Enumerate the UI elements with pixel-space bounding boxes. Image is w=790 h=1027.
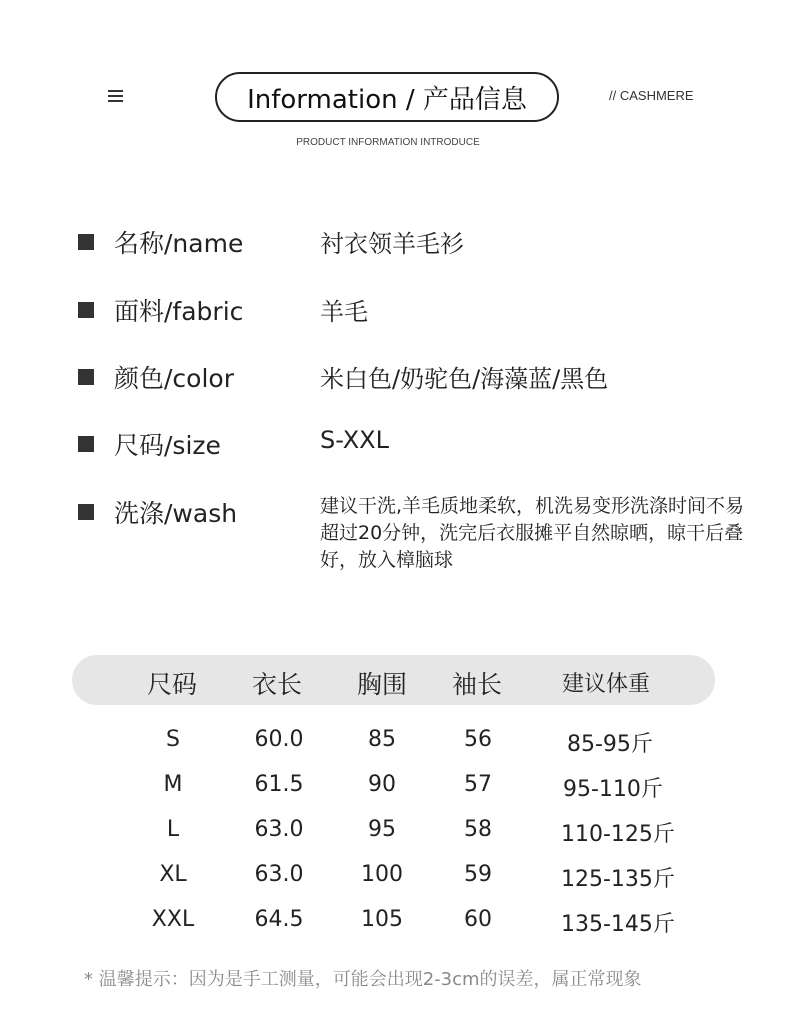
table-cell: M xyxy=(163,772,183,797)
table-cell: 100 xyxy=(361,862,403,887)
info-value: 米白色/奶驼色/海藻蓝/黑色 xyxy=(320,365,609,393)
table-cell: 90 xyxy=(368,772,396,797)
table-header-cell: 胸围 xyxy=(357,670,408,699)
square-bullet-icon xyxy=(78,436,94,452)
info-label: 尺码/size xyxy=(114,431,221,460)
info-value: S-XXL xyxy=(320,426,389,454)
table-cell: L xyxy=(166,817,180,842)
table-cell: 57 xyxy=(464,772,492,797)
table-cell: 85-95斤 xyxy=(567,732,653,757)
table-cell: 135-145斤 xyxy=(561,912,675,937)
info-value: 建议干洗,羊毛质地柔软，机洗易变形洗涤时间不易超过20分钟，洗完后衣服摊平自然晾晒，晾干后叠好，放入樟脑球 xyxy=(320,495,745,571)
table-cell: 56 xyxy=(464,727,492,752)
table-cell: S xyxy=(166,727,180,752)
info-value: 羊毛 xyxy=(320,298,368,326)
table-cell: 59 xyxy=(464,862,492,887)
hamburger-menu-icon xyxy=(108,90,123,103)
table-cell: 60.0 xyxy=(254,727,304,752)
measurement-tip: * 温馨提示：因为是手工测量，可能会出现2-3cm的误差，属正常现象 xyxy=(84,969,642,990)
info-label: 面料/fabric xyxy=(114,297,244,326)
page-subtitle: PRODUCT INFORMATION INTRODUCE xyxy=(296,137,480,148)
table-cell: 95 xyxy=(368,817,396,842)
table-cell: 63.0 xyxy=(254,862,304,887)
table-cell: XL xyxy=(159,862,187,887)
table-cell: 125-135斤 xyxy=(561,867,675,892)
info-label: 颜色/color xyxy=(114,364,234,393)
table-cell: 95-110斤 xyxy=(563,777,663,802)
brand-tag: // CASHMERE xyxy=(609,88,694,103)
table-header-cell: 袖长 xyxy=(452,670,503,699)
table-cell: 61.5 xyxy=(254,772,304,797)
table-header-cell: 衣长 xyxy=(252,670,303,699)
table-cell: 58 xyxy=(464,817,492,842)
table-cell: 60 xyxy=(464,907,492,932)
table-cell: 110-125斤 xyxy=(561,822,675,847)
table-header-cell: 建议体重 xyxy=(562,672,651,697)
square-bullet-icon xyxy=(78,504,94,520)
square-bullet-icon xyxy=(78,234,94,250)
page-title: Information / 产品信息 xyxy=(215,72,559,122)
info-value: 衬衣领羊毛衫 xyxy=(320,230,464,258)
square-bullet-icon xyxy=(78,302,94,318)
info-label: 洗涤/wash xyxy=(114,499,238,528)
table-cell: 105 xyxy=(361,907,403,932)
table-cell: 63.0 xyxy=(254,817,304,842)
table-cell: 85 xyxy=(368,727,396,752)
table-header-cell: 尺码 xyxy=(147,670,198,699)
table-cell: XXL xyxy=(151,907,195,932)
table-cell: 64.5 xyxy=(254,907,304,932)
square-bullet-icon xyxy=(78,369,94,385)
info-label: 名称/name xyxy=(114,229,244,258)
